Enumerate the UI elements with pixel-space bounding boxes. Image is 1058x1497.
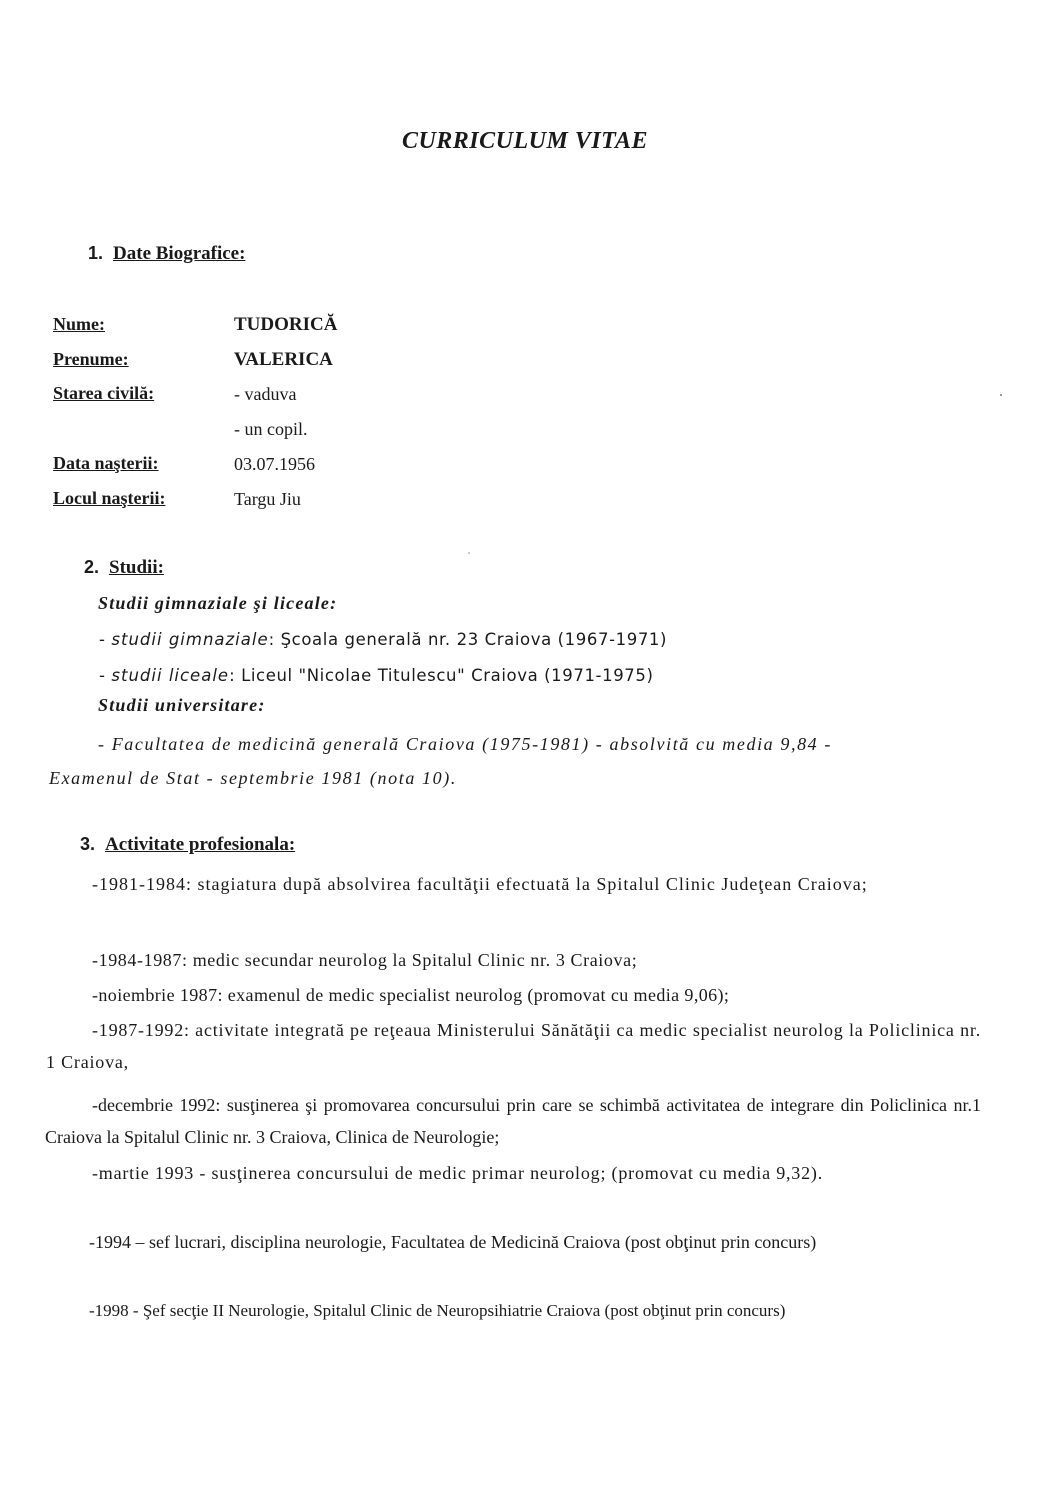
prof-item-1994: -1994 – sef lucrari, disciplina neurologie, Facultatea de Medicină Craiova (post obţinut prin concurs)	[89, 1232, 817, 1252]
section-bio-heading	[88, 243, 245, 265]
studies-university-line-1: - Facultatea de medicină generală Craiova (1975-1981) - absolvită cu media 9,84 -	[98, 734, 832, 754]
section-number: 2.	[84, 557, 100, 577]
section-number: 1.	[88, 243, 104, 263]
section-title: Studii:	[109, 557, 164, 578]
label-prenume: Prenume:	[53, 349, 129, 369]
label-nume: Nume:	[53, 314, 105, 334]
value-locul-nasterii: Targu Jiu	[234, 489, 301, 509]
value-stare-civila-1: - vaduva	[234, 384, 297, 404]
studies-university-line-2: Examenul de Stat - septembrie 1981 (nota 10).	[49, 768, 457, 788]
prof-item-1987-1992: -1987-1992: activitate integrată pe reţeaua Ministerului Sănătăţii ca medic specialist neurolog la Policlinica nr. 1 Craiova,	[46, 1020, 981, 1072]
prof-item-1981: -1981-1984: stagiatura după absolvirea facultăţii efectuată la Spitalul Clinic Judeţean Craiova;	[92, 874, 868, 894]
value-stare-civila-2: - un copil.	[234, 419, 308, 439]
prof-item-1993: -martie 1993 - susţinerea concursului de medic primar neurolog; (promovat cu media 9,32).	[92, 1163, 823, 1183]
studies-gimnaziale-text: : Şcoala generală nr. 23 Craiova (1967-1971)	[268, 630, 668, 649]
prof-item-1984: -1984-1987: medic secundar neurolog la Spitalul Clinic nr. 3 Craiova;	[92, 950, 638, 970]
value-nume: TUDORICĂ	[234, 314, 338, 335]
studies-liceale-line: - studii liceale: Liceul "Nicolae Titulescu" Craiova (1971-1975)	[99, 666, 654, 685]
label-data-nasterii: Data naşterii:	[53, 453, 159, 473]
prof-item-1987-exam: -noiembrie 1987: examenul de medic specialist neurolog (promovat cu media 9,06);	[92, 985, 730, 1005]
prof-item-1992: -decembrie 1992: susţinerea şi promovarea concursului prin care se schimbă activitatea de integrare din Policlinica nr.1 Craiova la Spitalul Clinic nr. 3 Craiova, Clinica de Neurologie;	[45, 1095, 981, 1147]
label-stare-civila: Starea civilă:	[53, 383, 155, 403]
studies-school-subheading: Studii gimnaziale şi liceale:	[98, 593, 338, 613]
studies-university-subheading: Studii universitare:	[98, 695, 266, 715]
page-title: CURRICULUM VITAE	[401, 128, 649, 154]
section-prof-heading	[80, 834, 295, 856]
value-prenume: VALERICA	[234, 349, 333, 370]
section-title: Date Biografice:	[113, 243, 246, 264]
scan-speck	[1000, 394, 1002, 396]
studies-liceale-text: : Liceul "Nicolae Titulescu" Craiova (1971-1975)	[229, 666, 654, 685]
prof-item-1998: -1998 - Şef secţie II Neurologie, Spitalul Clinic de Neuropsihiatrie Craiova (post obţinut prin concurs)	[89, 1301, 786, 1320]
section-number: 3.	[80, 834, 96, 854]
studies-gimnaziale-label: studii gimnaziale	[111, 630, 269, 649]
section-title: Activitate profesionala:	[105, 834, 296, 855]
studies-gimnaziale-line: - studii gimnaziale: Şcoala generală nr. 23 Craiova (1967-1971)	[99, 630, 668, 649]
value-data-nasterii: 03.07.1956	[234, 454, 315, 474]
scan-speck	[468, 552, 470, 554]
studies-liceale-label: studii liceale	[111, 666, 230, 685]
section-studies-heading	[84, 557, 164, 579]
label-locul-nasterii: Locul naşterii:	[53, 488, 166, 508]
